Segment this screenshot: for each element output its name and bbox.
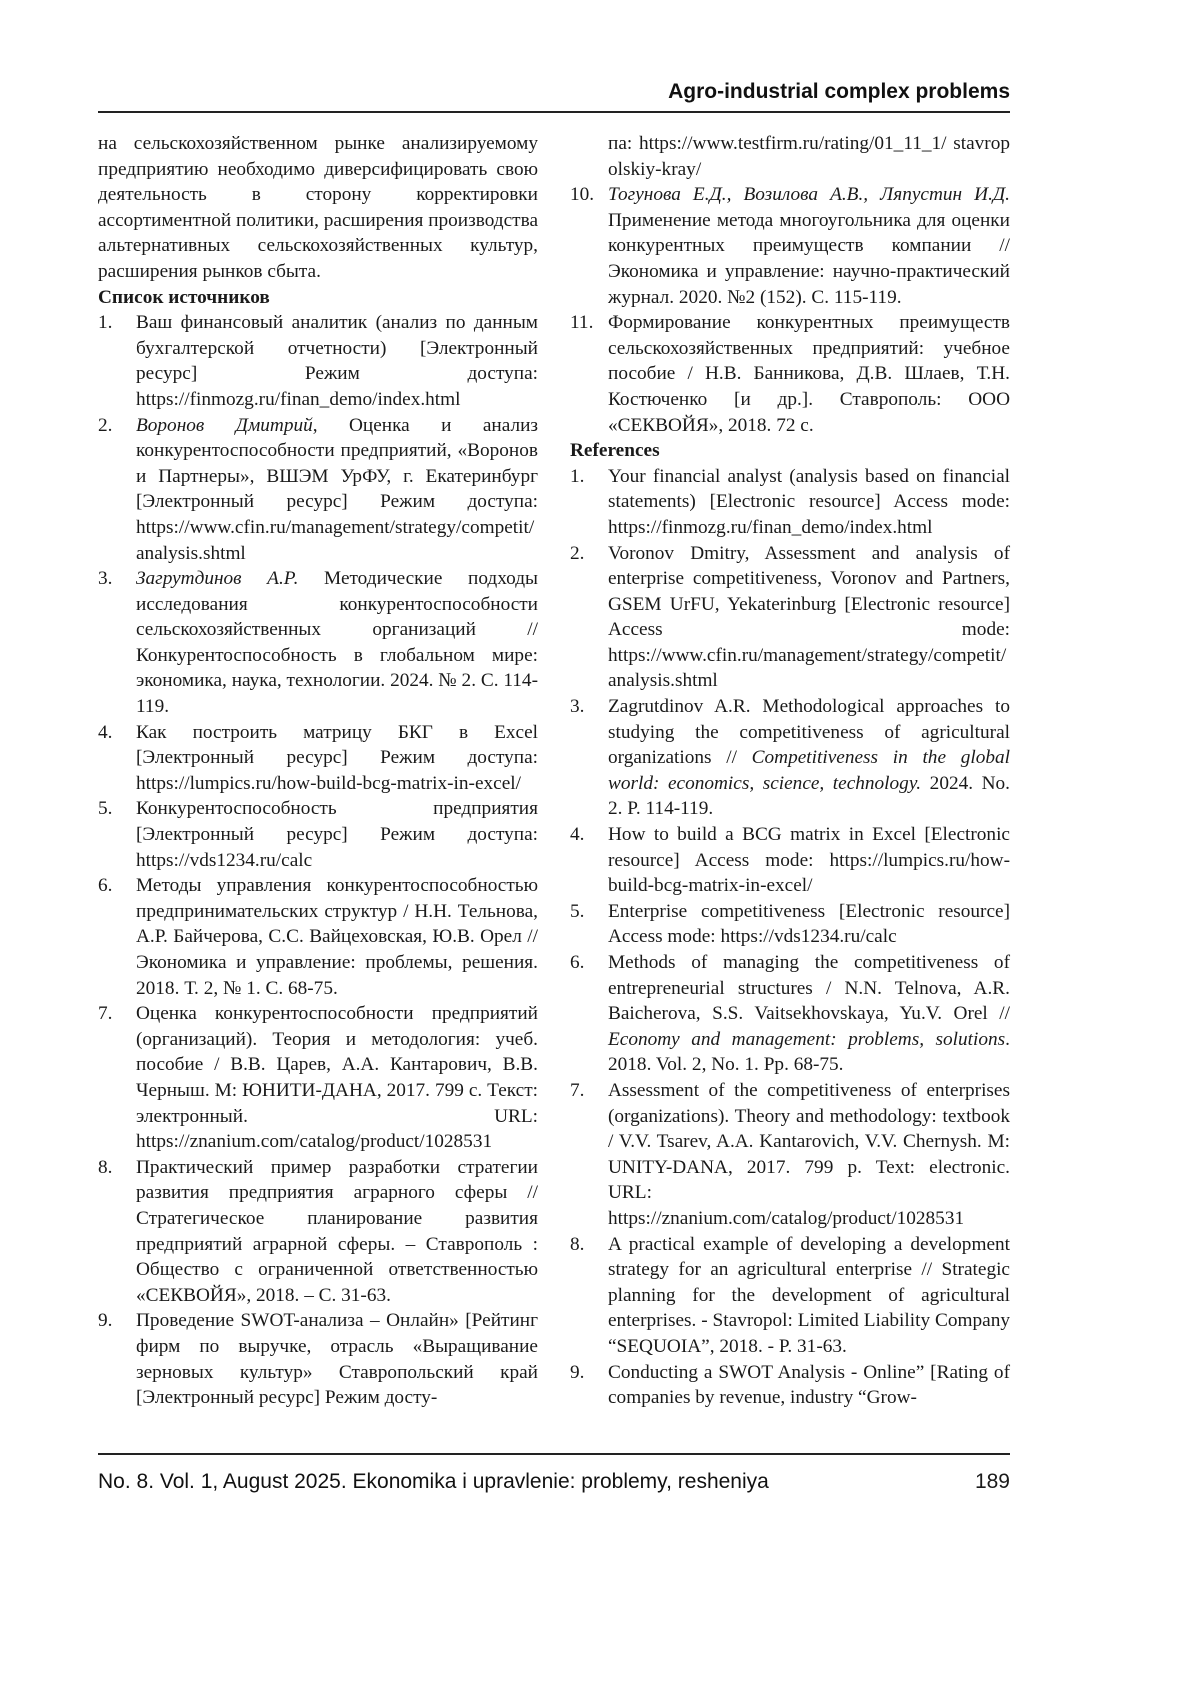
- reference-part: Assessment of the competitiveness of enterprises (organizations). Theory and methodology: textbook / V.V. Tsarev, A.A. Kantarovich, V.V. Chernysh. M: UNITY-DANA, 2017. 799 p. Text: electronic. URL: https://znanium.com/catalog/product/1028531: [608, 1080, 1010, 1229]
- reference-italic-part: Competitiveness in the global world: economics, science, technology.: [608, 747, 1010, 794]
- reference-part: . 2018. Vol. 2, No. 1. Pp. 68-75.: [608, 1029, 1010, 1076]
- left-column: [98, 131, 538, 1411]
- reference-number: 1.: [570, 464, 608, 541]
- reference-number: 3.: [98, 566, 136, 720]
- reference-text: [608, 1232, 1010, 1360]
- reference-number: 3.: [570, 694, 608, 822]
- reference-item: [98, 720, 538, 797]
- reference-number: 8.: [570, 1232, 608, 1360]
- reference-number: 7.: [570, 1078, 608, 1232]
- reference-number: 9.: [570, 1360, 608, 1411]
- reference-item: [570, 1078, 1010, 1232]
- reference-item: [98, 873, 538, 1001]
- reference-number: 7.: [98, 1001, 136, 1155]
- reference-number: 11.: [570, 310, 608, 438]
- reference-part: Zagrutdinov A.R. Methodological approaches to studying the competitiveness of agricultural organizations //: [608, 696, 1010, 768]
- reference-number: 5.: [570, 899, 608, 950]
- reference-part: , Оценка и анализ конкурентоспособности предприятий, «Воронов и Партнеры», ВШЭМ УрФУ, г. Екатеринбург [Электронный ресурс] Режим доступа: https://www.cfin.ru/management/strategy/competit/analysis.shtml: [136, 415, 538, 564]
- reference-text: [136, 1155, 538, 1309]
- sources-list-continued: [570, 182, 1010, 438]
- reference-italic-part: Загрутдинов А.Р.: [136, 568, 298, 589]
- reference-part: Ваш финансовый аналитик (анализ по данным бухгалтерской отчетности) [Электронный ресурс] Режим доступа: https://finmozg.ru/finan_demo/index.html: [136, 312, 538, 410]
- reference-italic-part: Economy and management: problems, solutions: [608, 1029, 1005, 1050]
- reference-text: [608, 1360, 1010, 1411]
- reference-part: Методы управления конкурентоспособностью предпринимательских структур / Н.Н. Тельнова, А.Р. Байчерова, С.С. Вайцеховская, Ю.В. Орел // Экономика и управление: проблемы, решения. 2018. Т. 2, № 1. С. 68-75.: [136, 875, 538, 998]
- reference-text: [608, 541, 1010, 695]
- right-column: [570, 131, 1010, 1411]
- reference-item: [98, 310, 538, 412]
- reference-text: [136, 310, 538, 412]
- reference-item: [570, 950, 1010, 1078]
- running-title: Agro-industrial complex problems: [668, 80, 1010, 104]
- header-rule: [98, 111, 1010, 113]
- reference-text: [136, 1308, 538, 1410]
- reference-part: Практический пример разработки стратегии развития предприятия аграрного сферы // Стратегическое планирование развития предприятий аграрной сферы. – Ставрополь : Общество с ограниченной ответственностью «СЕКВОЙЯ», 2018. – С. 31-63.: [136, 1157, 538, 1306]
- reference-number: 9.: [98, 1308, 136, 1410]
- reference-part: Methods of managing the competitiveness of entrepreneurial structures / N.N. Telnova, A.R. Baicherova, S.S. Vaitsekhovskaya, Yu.V. Orel //: [608, 952, 1010, 1024]
- reference-text: [136, 413, 538, 567]
- reference-number: 6.: [570, 950, 608, 1078]
- reference-text: [608, 694, 1010, 822]
- footer-citation: No. 8. Vol. 1, August 2025. Ekonomika i upravlenie: problemy, resheniya: [98, 1470, 769, 1494]
- source-continuation: па: https://www.testfirm.ru/rating/01_11_1/ stavropolskiy-kray/: [570, 131, 1010, 182]
- reference-number: 2.: [98, 413, 136, 567]
- reference-text: [136, 566, 538, 720]
- reference-item: [98, 796, 538, 873]
- reference-number: 4.: [98, 720, 136, 797]
- reference-text: [608, 464, 1010, 541]
- references-list: [570, 464, 1010, 1411]
- reference-italic-part: Тогунова Е.Д., Возилова А.В., Ляпустин И.Д.: [608, 184, 1010, 205]
- reference-item: [570, 1232, 1010, 1360]
- sources-heading: Список источников: [98, 285, 538, 311]
- reference-item: [570, 694, 1010, 822]
- reference-text: [136, 1001, 538, 1155]
- reference-text: [136, 720, 538, 797]
- reference-item: [98, 1308, 538, 1410]
- reference-item: [570, 1360, 1010, 1411]
- body-paragraph: на сельскохозяйственном рынке анализируемому предприятию необходимо диверсифицировать свою деятельность в сторону корректировки ассортиментной политики, расширения производства альтернативных сельскохозяйственных культур, расширения рынков сбыта.: [98, 131, 538, 285]
- reference-item: [98, 413, 538, 567]
- reference-text: [136, 873, 538, 1001]
- page-number: 189: [975, 1470, 1010, 1494]
- reference-item: [98, 1001, 538, 1155]
- reference-number: 8.: [98, 1155, 136, 1309]
- reference-part: Конкурентоспособность предприятия [Электронный ресурс] Режим доступа: https://vds1234.ru/calc: [136, 798, 538, 870]
- reference-part: Применение метода многоугольника для оценки конкурентных преимуществ компании // Экономика и управление: научно-практический журнал. 2020. №2 (152). С. 115-119.: [608, 210, 1010, 308]
- reference-part: Conducting a SWOT Analysis - Online” [Rating of companies by revenue, industry “Grow-: [608, 1362, 1010, 1409]
- reference-part: 2024. No. 2. P. 114-119.: [608, 773, 1010, 820]
- reference-item: [570, 182, 1010, 310]
- reference-text: [608, 950, 1010, 1078]
- reference-part: Оценка конкурентоспособности предприятий (организаций). Теория и методология: учеб. пособие / В.В. Царев, А.А. Кантарович, В.В. Черныш. М: ЮНИТИ-ДАНА, 2017. 799 с. Текст: электронный. URL: https://znanium.com/catalog/product/1028531: [136, 1003, 538, 1152]
- reference-item: [570, 464, 1010, 541]
- reference-part: Проведение SWOT-анализа – Онлайн» [Рейтинг фирм по выручке, отрасль «Выращивание зерновых культур» Ставропольский край [Электронный ресурс] Режим досту-: [136, 1310, 538, 1408]
- reference-item: [570, 822, 1010, 899]
- reference-part: A practical example of developing a development strategy for an agricultural enterprise // Strategic planning for the development of agricultural enterprises. - Stavropol: Limited Liability Company “SEQUOIA”, 2018. - P. 31-63.: [608, 1234, 1010, 1357]
- reference-text: [136, 796, 538, 873]
- reference-number: 10.: [570, 182, 608, 310]
- reference-part: How to build a BCG matrix in Excel [Electronic resource] Access mode: https://lumpics.ru/how-build-bcg-matrix-in-excel/: [608, 824, 1010, 896]
- references-heading: References: [570, 438, 1010, 464]
- reference-item: [98, 566, 538, 720]
- reference-part: Как построить матрицу БКГ в Excel [Электронный ресурс] Режим доступа: https://lumpics.ru/how-build-bcg-matrix-in-excel/: [136, 722, 538, 794]
- reference-text: [608, 310, 1010, 438]
- reference-part: Your financial analyst (analysis based on financial statements) [Electronic resource] Access mode: https://finmozg.ru/finan_demo/index.html: [608, 466, 1010, 538]
- reference-text: [608, 899, 1010, 950]
- reference-number: 4.: [570, 822, 608, 899]
- reference-text: [608, 822, 1010, 899]
- footer-rule: [98, 1453, 1010, 1455]
- reference-item: [570, 899, 1010, 950]
- reference-part: Enterprise competitiveness [Electronic resource] Access mode: https://vds1234.ru/calc: [608, 901, 1010, 948]
- reference-text: [608, 1078, 1010, 1232]
- reference-number: 2.: [570, 541, 608, 695]
- reference-number: 5.: [98, 796, 136, 873]
- reference-italic-part: Воронов Дмитрий: [136, 415, 313, 436]
- sources-list: [98, 310, 538, 1411]
- reference-item: [570, 541, 1010, 695]
- reference-part: Voronov Dmitry, Assessment and analysis of enterprise competitiveness, Voronov and Partners, GSEM UrFU, Yekaterinburg [Electronic resource] Access mode: https://www.cfin.ru/management/strategy/competit/analysis.shtml: [608, 543, 1010, 692]
- reference-part: Формирование конкурентных преимуществ сельскохозяйственных предприятий: учебное пособие / Н.В. Банникова, Д.В. Шлаев, Т.Н. Костюченко [и др.]. Ставрополь: ООО «СЕКВОЙЯ», 2018. 72 с.: [608, 312, 1010, 435]
- reference-part: Методические подходы исследования конкурентоспособности сельскохозяйственных организаций // Конкурентоспособность в глобальном мире: экономика, наука, технологии. 2024. № 2. С. 114-119.: [136, 568, 538, 717]
- reference-text: [608, 182, 1010, 310]
- reference-number: 6.: [98, 873, 136, 1001]
- reference-number: 1.: [98, 310, 136, 412]
- reference-item: [98, 1155, 538, 1309]
- reference-item: [570, 310, 1010, 438]
